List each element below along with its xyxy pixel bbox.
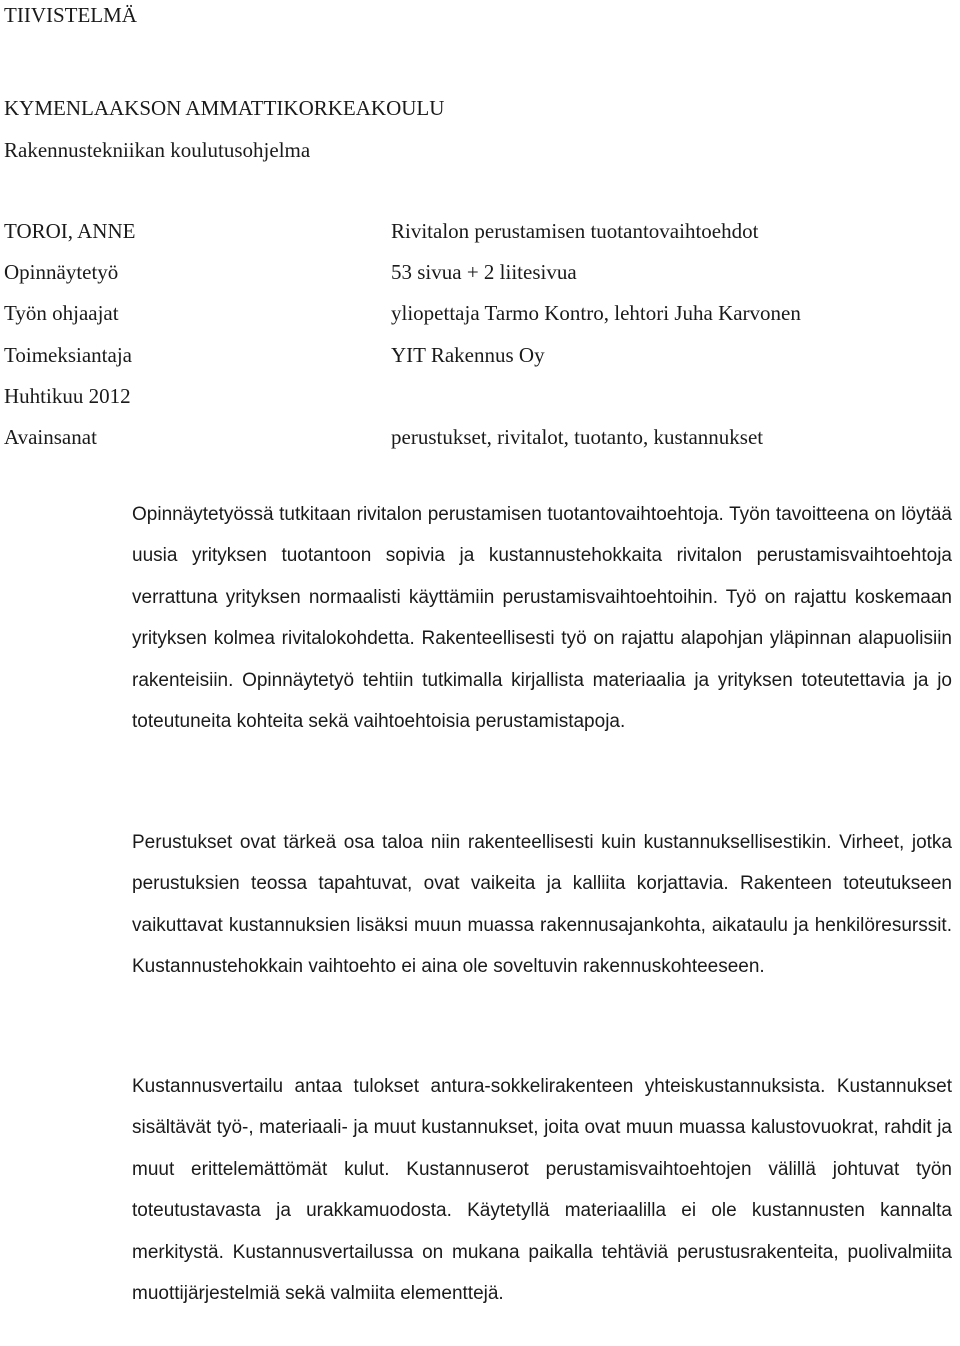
- abstract-paragraph-1: Opinnäytetyössä tutkitaan rivitalon perustamisen tuotantovaihtoehtoja. Työn tavoitteena on löytää uusia yrityksen tuotantoon sopivia ja kustannustehokkaita rivitalon perustamisvaihtoehtoja verrattuna yrityksen normaalisti käyttämiin perustamisvaihtoehtoihin. Työ on rajattu koskemaan yrityksen kolmea rivitalokohdetta. Rakenteellisesti työ on rajattu alapohjan yläpinnan alapuolisiin rakenteisiin. Opinnäytetyö tehtiin tutkimalla kirjallista materiaalia ja yrityksen toteutettavia ja jo toteutuneita kohteita sekä vaihtoehtoisia perustamistapoja.: [132, 504, 952, 733]
- supervisors-label: Työn ohjaajat: [4, 301, 119, 325]
- abstract-paragraph-2: Perustukset ovat tärkeä osa taloa niin rakenteellisesti kuin kustannuksellisestikin. Virheet, jotka perustuksien teossa tapahtuvat, ovat vaikeita ja kalliita korjattavia. Rakenteen toteutukseen vaikuttavat kustannuksien lisäksi muun muassa rakennusajankohta, aikataulu ja henkilöresurssit. Kustannustehokkain vaihtoehto ei aina ole soveltuvin rakennuskohteeseen.: [132, 832, 952, 978]
- keywords-value: perustukset, rivitalot, tuotanto, kustannukset: [391, 425, 764, 449]
- commissioner-value: YIT Rakennus Oy: [391, 343, 545, 367]
- degree-program: Rakennustekniikan koulutusohjelma: [4, 138, 311, 162]
- abstract-paragraph-3: Kustannusvertailu antaa tulokset antura-sokkelirakenteen yhteiskustannuksista. Kustannukset sisältävät työ-, materiaali- ja muut kustannukset, joita ovat muun muassa kalustovuokrat, rahdit ja muut erittelemättömät kulut. Kustannuserot perustamisvaihtoehtojen välillä johtuvat työn toteutustavasta ja urakkamuodosta. Käytetyllä materiaalilla ei ole kustannusten kannalta merkitystä. Kustannusvertailussa on mukana paikalla tehtäviä perustusrakenteita, puolivalmiita muottijärjestelmiä sekä valmiita elementtejä.: [132, 1076, 952, 1305]
- date-label: Huhtikuu 2012: [4, 384, 131, 408]
- school-name: KYMENLAAKSON AMMATTIKORKEAKOULU: [4, 96, 445, 120]
- thesis-title: Rivitalon perustamisen tuotantovaihtoehdot: [391, 219, 759, 243]
- author-name: TOROI, ANNE: [4, 219, 136, 243]
- document-type: Opinnäytetyö: [4, 260, 119, 284]
- supervisors-value: yliopettaja Tarmo Kontro, lehtori Juha Karvonen: [391, 301, 801, 325]
- commissioner-label: Toimeksiantaja: [4, 343, 132, 367]
- page-count: 53 sivua + 2 liitesivua: [391, 260, 577, 284]
- page-title: TIIVISTELMÄ: [4, 3, 137, 27]
- keywords-label: Avainsanat: [4, 425, 97, 449]
